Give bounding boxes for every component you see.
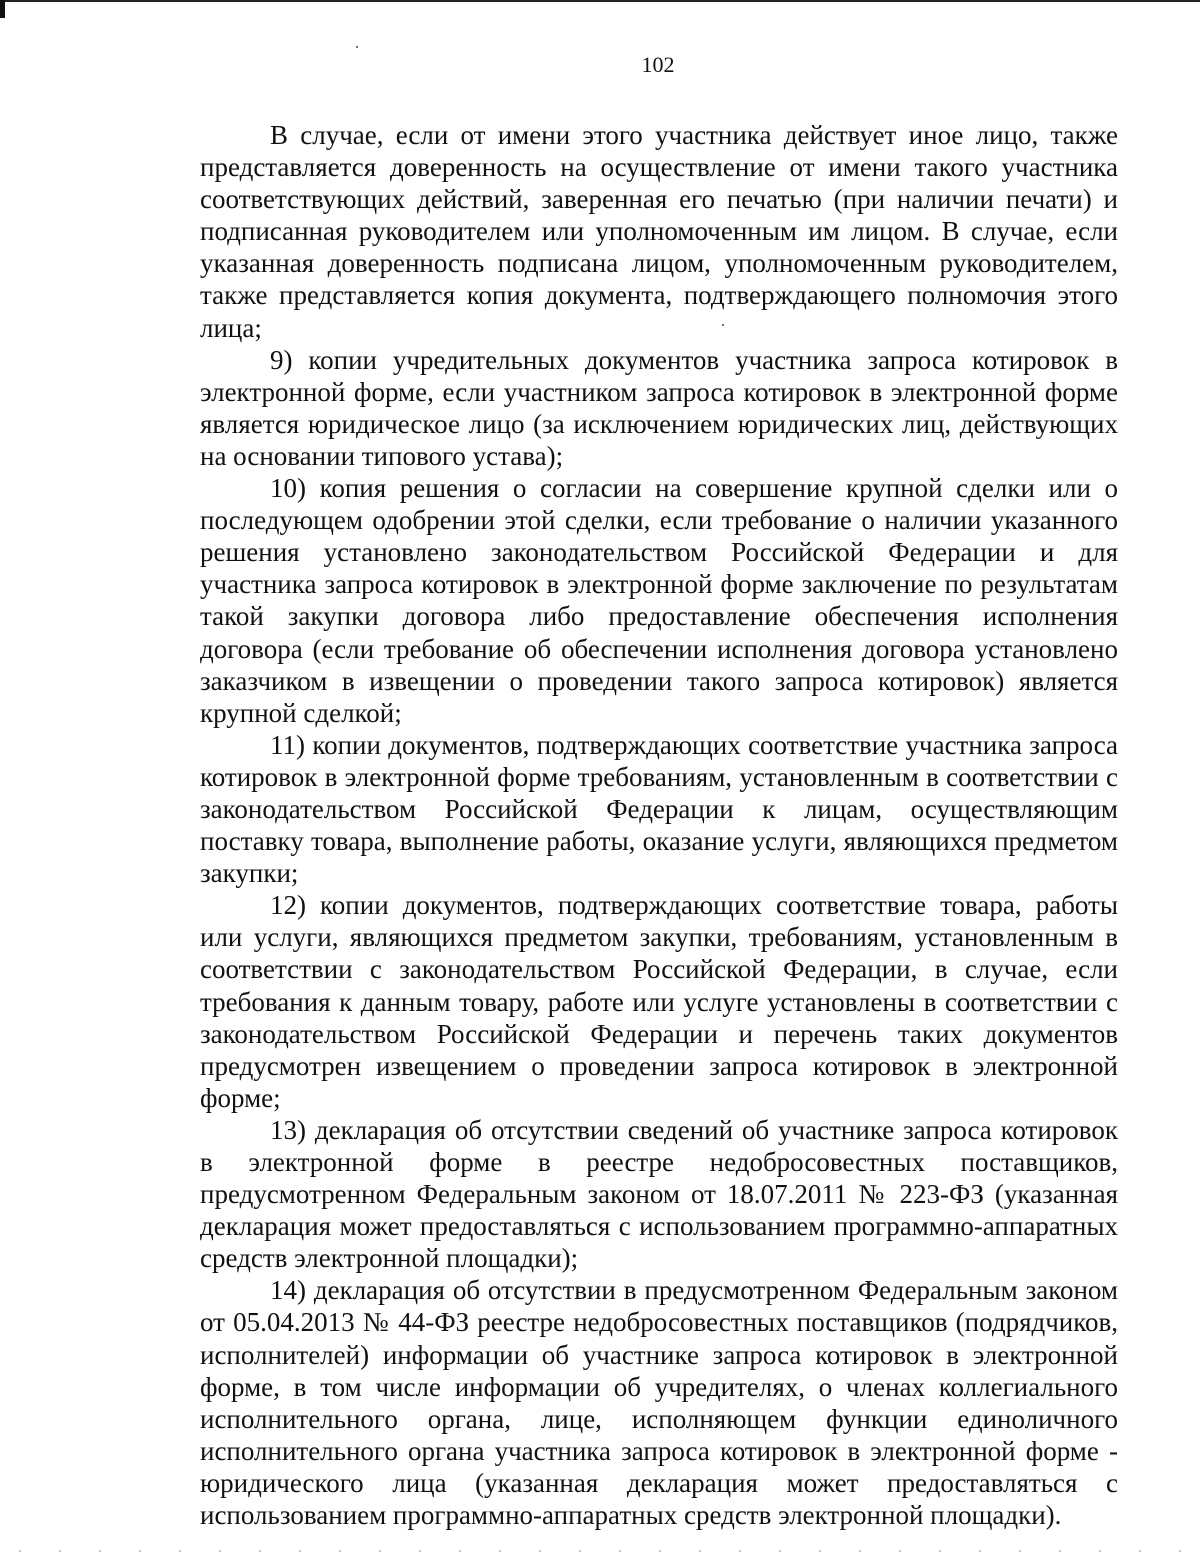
scan-speck	[356, 46, 358, 48]
scan-bottom-edge	[0, 1548, 1200, 1554]
paragraph-item-9: 9) копии учредительных документов участника запроса котировок в электронной форме, если участником запроса котировок в электронной форме является юридическое лицо (за исключением юридических лиц, действующих на основании типового устава);	[200, 344, 1118, 471]
paragraph-item-10: 10) копия решения о согласии на совершение крупной сделки или о последующем одобрении этой сделки, если требование о наличии указанного решения установлено законодательством Российской Федерации и для участника запроса котировок в электронной форме заключение по результатам такой закупки договора либо предоставление обеспечения исполнения договора (если требование об обеспечении исполнения договора установлено заказчиком в извещении о проведении такого запроса котировок) является крупной сделкой;	[200, 473, 1118, 728]
paragraph-item-12: 12) копии документов, подтверждающих соответствие товара, работы или услуги, являющихся предметом закупки, требованиям, установленным в соответствии с законодательством Российской Федерации, в случае, если требования к данным товару, работе или услуге установлены в соответствии с законодательством Российской Федерации и перечень таких документов предусмотрен извещением о проведении запроса котировок в электронной форме;	[200, 890, 1118, 1113]
document-body	[200, 119, 1118, 1531]
paragraph-item-14: 14) декларация об отсутствии в предусмотренном Федеральным законом от 05.04.2013 № 44-ФЗ реестре недобросовестных поставщиков (подрядчиков, исполнителей) информации об участнике запроса котировок в электронной форме, в том числе информации об учредителях, о членах коллегиального исполнительного органа, лице, исполняющем функции единоличного исполнительного органа участника запроса котировок в электронной форме - юридического лица (указанная декларация может предоставляться с использованием программно-аппаратных средств электронной площадки).	[200, 1275, 1118, 1531]
paragraph-item-11: 11) копии документов, подтверждающих соответствие участника запроса котировок в электронной форме требованиям, установленным в соответствии с законодательством Российской Федерации к лицам, осуществляющим поставку товара, выполнение работы, оказание услуги, являющихся предметом закупки;	[200, 729, 1118, 889]
page-number: 102	[641, 52, 675, 77]
paragraph-item-13: 13) декларация об отсутствии сведений об участнике запроса котировок в электронной форме в реестре недобросовестных поставщиков, предусмотренном Федеральным законом от 18.07.2011 № 223-ФЗ (указанная декларация может предоставляться с использованием программно-аппаратных средств электронной площадки);	[200, 1114, 1118, 1274]
scan-edge	[0, 0, 1200, 2]
scan-mark	[0, 0, 5, 18]
paragraph-proxy: В случае, если от имени этого участника действует иное лицо, также представляется доверенность на осуществление от имени такого участника соответствующих действий, заверенная его печатью (при наличии печати) и подписанная руководителем или уполномоченным им лицом. В случае, если указанная доверенность подписана лицом, уполномоченным руководителем, также представляется копия документа, подтверждающего полномочия этого лица;	[200, 120, 1118, 343]
